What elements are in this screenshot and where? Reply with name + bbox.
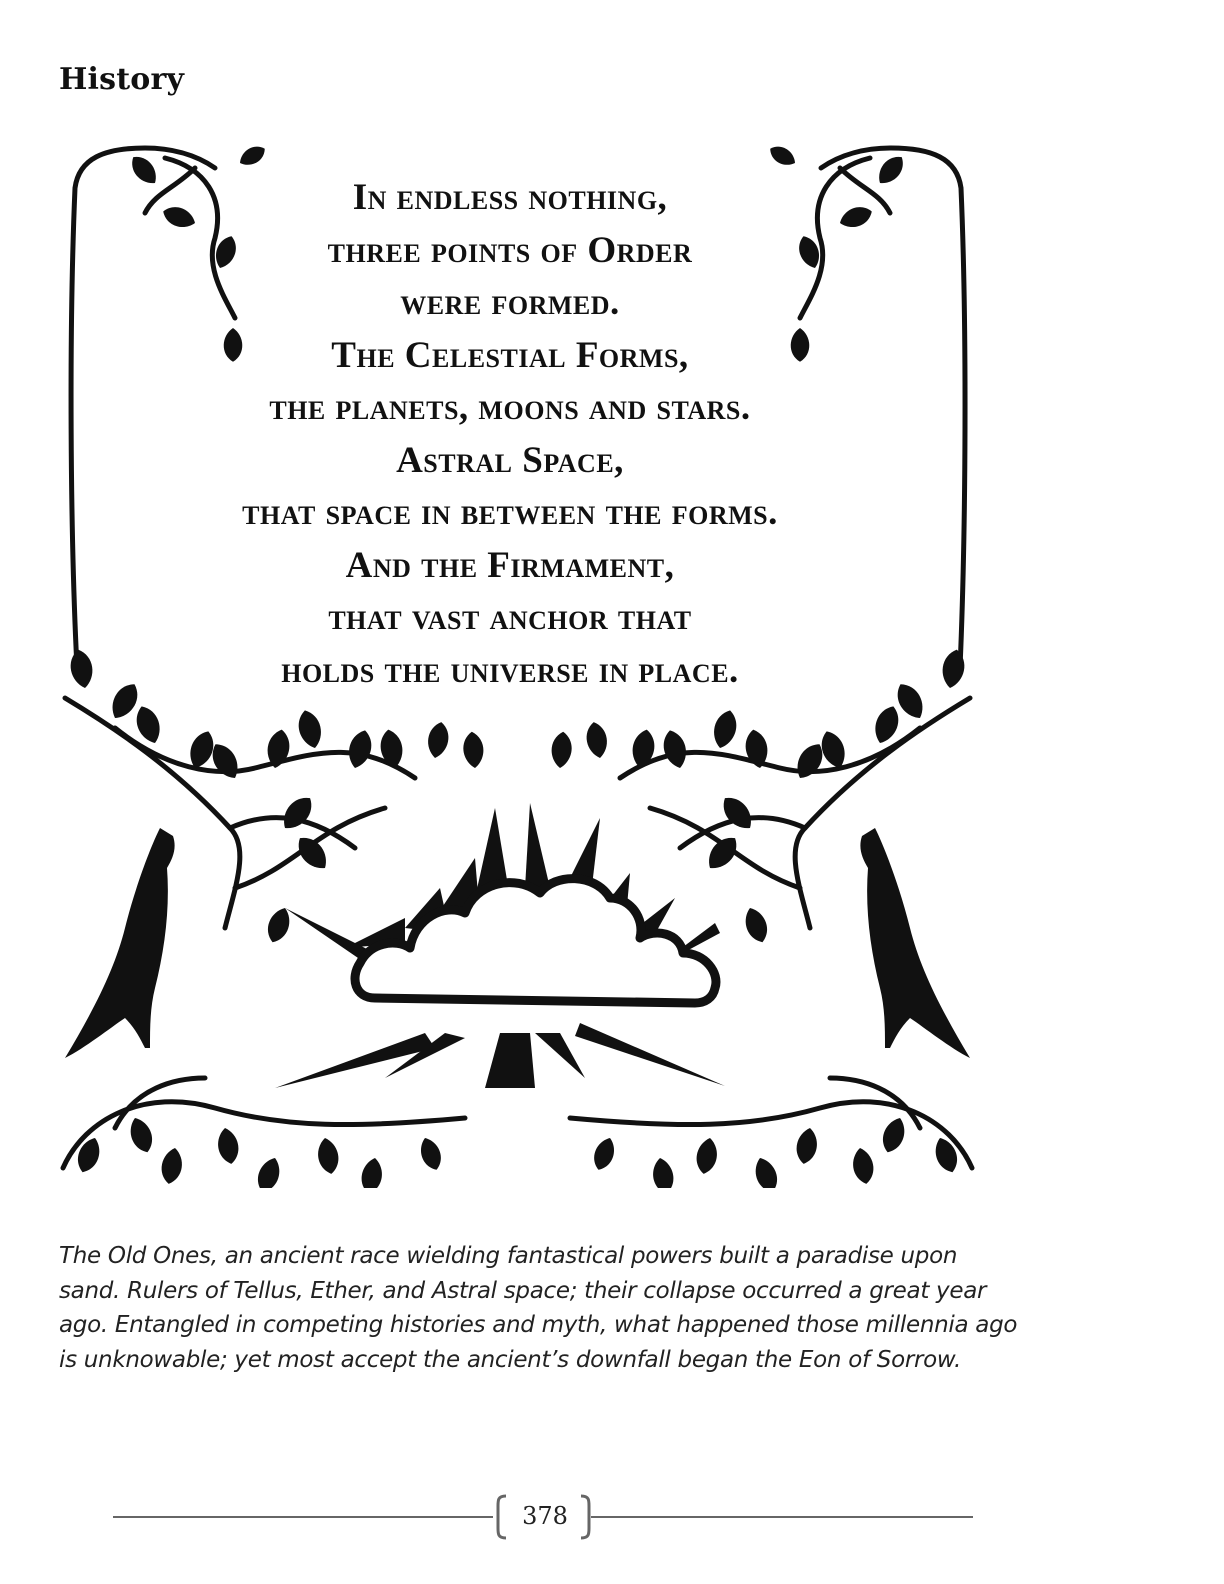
poem-line: holds the universe in place. [281,649,739,691]
poem-line: the planets, moons and stars. [269,387,751,428]
poem-line: The Celestial Forms, [331,334,689,376]
poem-line: were formed. [400,282,620,323]
poem-line: Astral Space, [396,439,624,481]
page-heading: History [59,62,185,97]
poem-line: that vast anchor that [328,597,692,638]
poem-block [160,172,860,697]
poem-line: And the Firmament, [345,544,675,586]
poem-line: In endless nothing, [352,177,668,218]
poem-line: that space in between the forms. [242,492,778,533]
footer-rule-right [591,1516,973,1518]
page-footer [113,1494,973,1542]
page-number: 378 [522,1502,568,1530]
poem-line: three points of Order [327,229,693,271]
body-paragraph: The Old Ones, an ancient race wielding fantastical powers built a paradise upon sand. Rulers of Tellus, Ether, and Astral space; their collapse occurred a great year ago. Entangled in competing histories and myth, what happened those millennia ago is unknowable; yet most accept the ancient’s downfall began the Eon of Sorrow. [59,1243,1018,1373]
footer-rule-left [113,1516,493,1518]
